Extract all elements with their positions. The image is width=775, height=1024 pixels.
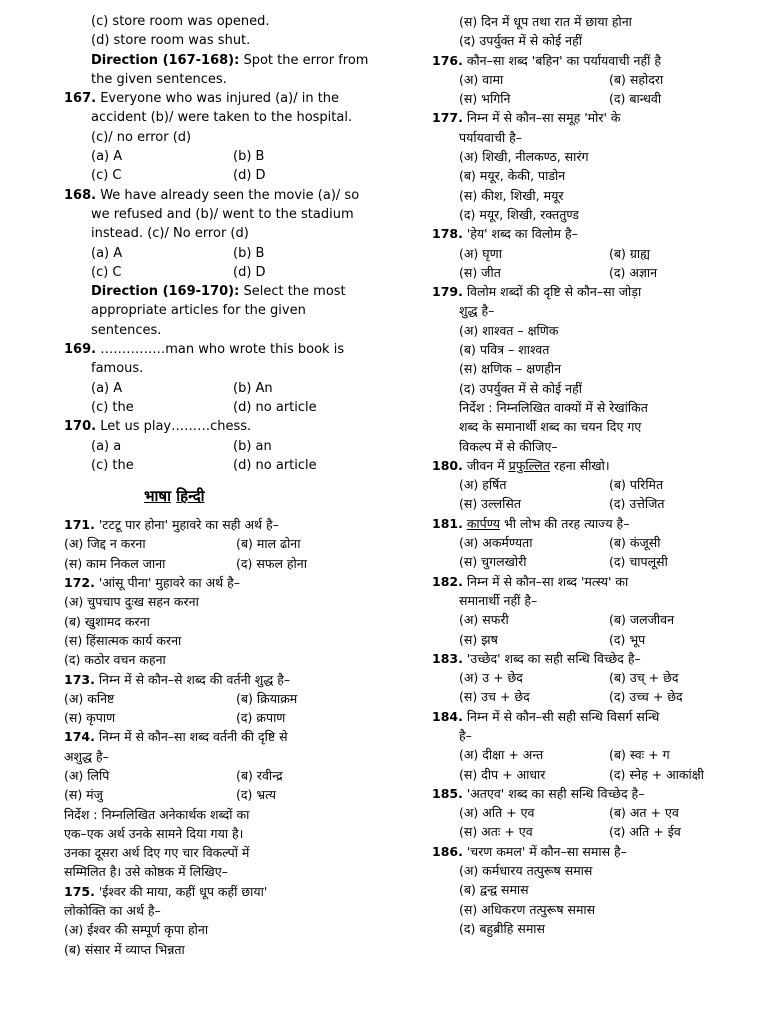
option-c: (स) झष	[459, 631, 498, 647]
question-text-line: पर्यायवाची है–	[459, 129, 523, 145]
question-170	[64, 417, 382, 436]
option-d: (द) स्नेह + आकांक्षी	[609, 766, 704, 782]
option-a: (a) a	[91, 438, 122, 454]
question-text-line: we refused and (b)/ went to the stadium	[91, 206, 354, 222]
options-row	[64, 244, 382, 263]
options-row	[432, 610, 732, 629]
question-180	[432, 456, 732, 475]
options-row	[432, 803, 732, 822]
option-b: (b) an	[233, 438, 272, 454]
question-number: 174.	[64, 729, 95, 745]
option-c: (स) उल्लसित	[459, 496, 521, 512]
options-row	[432, 822, 732, 841]
options-row	[432, 89, 732, 108]
question-174	[64, 727, 382, 746]
option-d: (द) बहुब्रीहि समास	[459, 920, 545, 936]
options-row	[432, 494, 732, 513]
option-b: (ब) रवीन्द्र	[236, 767, 283, 783]
question-number: 171.	[64, 517, 95, 533]
options-row	[64, 785, 382, 804]
options-row	[432, 630, 732, 649]
question-177	[432, 108, 732, 127]
question-text: निम्न में से कौन–से शब्द की वर्तनी शुद्ध है–	[94, 671, 291, 687]
option-b: (ब) द्वन्द्व समास	[459, 882, 529, 898]
option-d: (द) भूप	[609, 631, 646, 647]
option-b: (b) An	[233, 380, 273, 396]
question-181	[432, 514, 732, 533]
question-text: ……………man who wrote this book is	[96, 342, 345, 358]
option-c: (स) चुगलखोरी	[459, 554, 527, 570]
question-179	[432, 282, 732, 301]
options-row	[432, 533, 732, 552]
option-d: (द) उत्तेजित	[609, 496, 665, 512]
question-text-line: समानार्थी नहीं है–	[459, 592, 538, 608]
option-d: (d) D	[233, 264, 266, 280]
instruction-line: एक–एक अर्थ उनके सामने दिया गया है।	[64, 825, 244, 841]
question-178	[432, 224, 732, 243]
question-text: Everyone who was injured (a)/ in the	[96, 91, 340, 107]
direction-text-line: the given sentences.	[91, 71, 227, 87]
question-171	[64, 515, 382, 534]
question-text-line: लोकोक्ति का अर्थ है–	[64, 903, 161, 919]
question-text: कौन–सा शब्द 'बहिन' का पर्यायवाची नहीं है	[462, 52, 661, 68]
option-d: (द) चापलूसी	[609, 554, 668, 570]
option-a: (a) A	[91, 380, 123, 396]
options-row	[64, 689, 382, 708]
question-text: 'टटटू पार होना' मुहावरे का सही अर्थ है–	[94, 517, 279, 533]
options-row	[64, 263, 382, 282]
question-text: 'उच्छेद' शब्द का सही सन्धि विच्छेद है–	[462, 650, 641, 666]
option-a: (अ) हर्षित	[459, 477, 507, 493]
direction-label: Direction (169-170):	[91, 284, 240, 300]
options-row	[64, 437, 382, 456]
question-number: 180.	[432, 457, 463, 473]
question-number: 172.	[64, 575, 95, 591]
option-b: (ब) माल ढोना	[236, 536, 301, 552]
option-c: (स) कीश, शिखी, मयूर	[459, 187, 564, 203]
option-a: (अ) शिखी, नीलकण्ठ, सारंग	[459, 149, 589, 165]
question-text-line: है–	[459, 727, 472, 743]
option-a: (a) A	[91, 149, 123, 165]
question-text-line: (c)/ no error (d)	[91, 129, 192, 145]
options-row	[64, 534, 382, 553]
question-text: 'आंसू पीना' मुहावरे का अर्थ है–	[94, 575, 240, 591]
option-b: (ब) उच् + छेद	[609, 670, 679, 686]
options-row	[64, 708, 382, 727]
direction-167-168	[64, 51, 382, 70]
question-184	[432, 707, 732, 726]
option-a: (अ) सफरी	[459, 612, 509, 628]
option-c: (स) उच + छेद	[459, 689, 530, 705]
question-186	[432, 842, 732, 861]
option-c: (स) अतः + एव	[459, 824, 533, 840]
option-a: (अ) चुपचाप दुःख सहन करना	[64, 594, 199, 610]
option-c: (स) क्षणिक – क्षणहीन	[459, 361, 562, 377]
question-183	[432, 649, 732, 668]
option-a: (अ) वामा	[459, 71, 504, 87]
section-heading-hindi	[64, 475, 382, 515]
option-c: (स) अधिकरण तत्पुरूष समास	[459, 901, 596, 917]
question-text: 'हेय' शब्द का विलोम है–	[462, 226, 578, 242]
option-a: (a) A	[91, 245, 123, 261]
question-185	[432, 784, 732, 803]
question-167	[64, 89, 382, 108]
question-text-line: famous.	[91, 361, 144, 377]
question-number: 175.	[64, 883, 95, 899]
direction-text-line: appropriate articles for the given	[91, 303, 306, 319]
right-column	[432, 12, 732, 938]
options-row	[432, 263, 732, 282]
question-text-line: अशुद्ध है–	[64, 748, 109, 764]
option-d: (द) क्रपाण	[236, 710, 286, 726]
question-number: 167.	[64, 91, 97, 107]
options-row	[64, 379, 382, 398]
question-number: 176.	[432, 52, 463, 68]
option-b: (ब) पवित्र – शाश्वत	[459, 342, 550, 358]
question-text: 'अतएव' शब्द का सही सन्धि विच्छेद है–	[462, 785, 645, 801]
option-d: (द) उपर्युक्त में से कोई नहीं	[459, 380, 582, 396]
option-d: (द) मयूर, शिखी, रक्ततुण्ड	[459, 206, 579, 222]
direction-text: Select the most	[239, 284, 346, 300]
instruction-line: उनका दूसरा अर्थ दिए गए चार विकल्पों में	[64, 845, 250, 861]
question-number: 183.	[432, 650, 463, 666]
option-c: (स) दिन में धूप तथा रात में छाया होना	[459, 14, 632, 29]
question-text-line: accident (b)/ were taken to the hospital.	[91, 110, 353, 126]
option-d: (d) D	[233, 168, 266, 184]
option-a: (अ) जिद्द न करना	[64, 536, 146, 552]
option-d: (d) no article	[233, 399, 317, 415]
option-b: (ब) स्वः + ग	[609, 747, 670, 763]
option-d: (द) उच्च + छेद	[609, 689, 683, 705]
option-c: (स) दीप + आधार	[459, 766, 546, 782]
question-173	[64, 670, 382, 689]
option-a: (अ) घृणा	[459, 245, 502, 261]
question-text: We have already seen the movie (a)/ so	[96, 187, 360, 203]
question-text: निम्न में से कौन–सी सही सन्धि विसर्ग सन्धि	[462, 708, 660, 724]
question-number: 184.	[432, 708, 463, 724]
option-d-q166: (d) store room was shut.	[91, 33, 251, 49]
options-row	[64, 398, 382, 417]
question-number: 181.	[432, 515, 463, 531]
options-row	[432, 765, 732, 784]
question-168	[64, 186, 382, 205]
option-b: (b) B	[233, 149, 265, 165]
question-text: 'चरण कमल' में कौन–सा समास है–	[462, 843, 627, 859]
question-number: 186.	[432, 843, 463, 859]
option-c: (स) मंजु	[64, 787, 103, 803]
question-text: निम्न में से कौन–सा समूह 'मोर' के	[462, 110, 621, 126]
option-d: (द) कठोर वचन कहना	[64, 652, 166, 668]
option-b: (ब) जलजीवन	[609, 612, 675, 628]
option-a: (अ) अकर्मण्यता	[459, 535, 533, 551]
left-column	[64, 12, 382, 959]
option-c: (स) कृपाण	[64, 710, 116, 726]
question-text: Let us play………chess.	[96, 419, 252, 435]
option-b: (b) B	[233, 245, 265, 261]
option-a: (अ) शाश्वत – क्षणिक	[459, 322, 559, 338]
direction-169-170	[64, 282, 382, 301]
option-a: (अ) उ + छेद	[459, 670, 523, 686]
heading-word-bhasha: भाषा	[144, 487, 171, 506]
options-row	[432, 745, 732, 764]
question-text: विलोम शब्दों की दृष्टि से कौन–सा जोड़ा	[462, 284, 642, 300]
option-d: (द) अज्ञान	[609, 264, 658, 280]
option-c: (स) काम निकल जाना	[64, 555, 166, 571]
question-number: 170.	[64, 419, 97, 435]
question-number: 182.	[432, 573, 463, 589]
instruction-line: निर्देश : निम्नलिखित वाक्यों में से रेखांकित	[459, 399, 648, 415]
direction-label: Direction (167-168):	[91, 52, 240, 68]
question-text: निम्न में से कौन–सा शब्द 'मत्स्य' का	[462, 573, 629, 589]
option-c: (c) the	[91, 399, 134, 415]
question-175	[64, 882, 382, 901]
option-b: (ब) खुशामद करना	[64, 613, 150, 629]
option-d: (द) अति + ईव	[609, 824, 681, 840]
question-182	[432, 572, 732, 591]
options-row	[432, 70, 732, 89]
question-text-line: instead. (c)/ No error (d)	[91, 226, 249, 242]
question-number: 173.	[64, 671, 95, 687]
option-d: (द) बान्धवी	[609, 91, 662, 107]
instruction-line: विकल्प में से कीजिए–	[459, 438, 558, 454]
option-a: (अ) कर्मधारय तत्पुरूष समास	[459, 863, 593, 879]
options-row	[432, 244, 732, 263]
question-number: 177.	[432, 110, 463, 126]
option-c: (c) C	[91, 168, 122, 184]
option-b: (ब) मयूर, केकी, पाडोन	[459, 168, 566, 184]
option-c-q166: (c) store room was opened.	[91, 14, 270, 29]
option-d: (द) उपर्युक्त में से कोई नहीं	[459, 33, 582, 49]
question-number: 178.	[432, 226, 463, 242]
option-d: (द) भ्रत्य	[236, 787, 277, 803]
heading-word-hindi: हिन्दी	[176, 487, 205, 506]
options-row	[432, 668, 732, 687]
options-row	[64, 554, 382, 573]
question-number: 179.	[432, 284, 463, 300]
question-text: रहना सीखो।	[549, 457, 610, 473]
option-a: (अ) कनिष्ट	[64, 690, 115, 706]
option-b: (ब) ग्राह्य	[609, 245, 650, 261]
instruction-line: निर्देश : निम्नलिखित अनेकार्थक शब्दों का	[64, 806, 250, 822]
options-row	[64, 147, 382, 166]
option-a: (अ) लिपि	[64, 767, 110, 783]
question-text-line: शुद्ध है–	[459, 303, 495, 319]
option-b: (ब) संसार में व्याप्त भिन्नता	[64, 941, 185, 957]
question-172	[64, 573, 382, 592]
instruction-line: सम्मिलित है। उसे कोष्ठक में लिखिए–	[64, 864, 228, 880]
options-row	[64, 456, 382, 475]
option-b: (ब) सहोदरा	[609, 71, 664, 87]
question-text: जीवन में	[462, 457, 509, 473]
option-a: (अ) अति + एव	[459, 805, 535, 821]
option-c: (स) भगिनि	[459, 91, 511, 107]
question-176	[432, 51, 732, 70]
option-b: (ब) क्रियाक्रम	[236, 690, 298, 706]
direction-text: Spot the error from	[239, 52, 369, 68]
option-d: (द) सफल होना	[236, 555, 307, 571]
instruction-line: शब्द के समानार्थी शब्द का चयन दिए गए	[459, 419, 642, 435]
direction-text-line: sentences.	[91, 322, 162, 338]
option-b: (ब) अत + एव	[609, 805, 679, 821]
underlined-word: प्रफुल्लित	[508, 457, 550, 473]
question-text: निम्न में से कौन–सा शब्द वर्तनी की दृष्टि से	[94, 729, 288, 745]
option-d: (d) no article	[233, 457, 317, 473]
option-b: (ब) कंजूसी	[609, 535, 661, 551]
underlined-word: कार्पण्य	[466, 515, 500, 531]
option-c: (स) जीत	[459, 264, 501, 280]
option-c: (स) हिंसात्मक कार्य करना	[64, 632, 182, 648]
question-text: भी लोभ की तरह त्याज्य है–	[499, 515, 630, 531]
options-row	[64, 166, 382, 185]
option-a: (अ) दीक्षा + अन्त	[459, 747, 544, 763]
option-c: (c) C	[91, 264, 122, 280]
option-b: (ब) परिमित	[609, 477, 664, 493]
options-row	[64, 766, 382, 785]
question-number: 185.	[432, 785, 463, 801]
options-row	[432, 687, 732, 706]
question-number: 168.	[64, 187, 97, 203]
options-row	[432, 475, 732, 494]
options-row	[432, 552, 732, 571]
option-c: (c) the	[91, 457, 134, 473]
question-number: 169.	[64, 342, 97, 358]
question-169	[64, 340, 382, 359]
option-a: (अ) ईश्वर की सम्पूर्ण कृपा होना	[64, 922, 209, 938]
question-text: 'ईश्वर की माया, कहीं धूप कहीं छाया'	[94, 883, 268, 899]
